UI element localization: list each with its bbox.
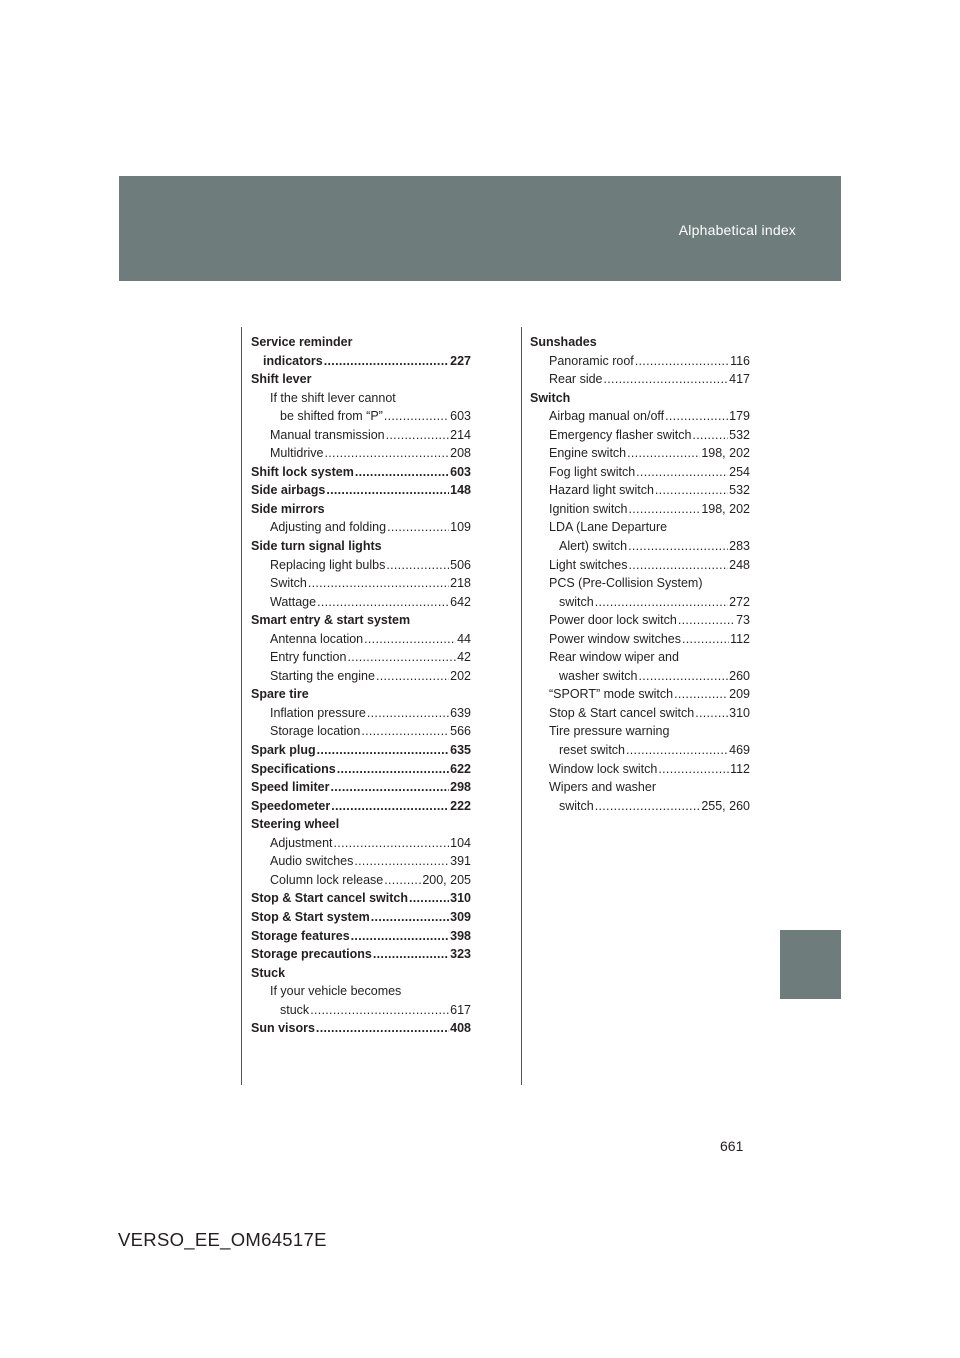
leader-dots [351,927,449,946]
entry-page-number: 112 [730,631,750,646]
leader-dots [629,500,701,519]
index-subentry [251,667,471,686]
entry-page-number: 642 [450,594,471,609]
entry-label: “SPORT” mode switch [549,687,674,702]
index-subentry [251,630,471,649]
entry-label: Rear side [549,372,603,387]
entry-page-number: 506 [450,557,471,572]
index-subentry [251,556,471,575]
index-subentry [530,611,750,630]
entry-label: indicators [263,353,323,368]
entry-label: Light switches [549,557,628,572]
index-column-right [530,333,750,815]
entry-label: Spare tire [251,687,309,702]
entry-page-number: 469 [729,743,750,758]
entry-label: Switch [270,576,307,591]
entry-label: If your vehicle becomes [270,984,402,999]
entry-label: Column lock release [270,872,384,887]
entry-page-number: 44 [457,631,471,646]
index-entry [251,797,471,816]
entry-label: Multidrive [270,446,324,461]
entry-label: Emergency flasher switch [549,427,692,442]
leader-dots [604,370,729,389]
section-title: Alphabetical index [678,222,796,238]
index-subentry [530,685,750,704]
index-subentry [251,518,471,537]
leader-dots [682,630,729,649]
entry-label: Storage precautions [251,947,372,962]
leader-dots [310,1001,449,1020]
index-subentry [251,852,471,871]
entry-page-number: 323 [450,947,471,962]
column-divider-right [521,327,522,1085]
entry-page-number: 112 [730,761,750,776]
entry-label: Service reminder [251,335,353,349]
index-subentry [530,481,750,500]
entry-label: Airbag manual on/off [549,409,665,424]
entry-label: Power window switches [549,631,681,646]
entry-label: Entry function [270,650,347,665]
index-entry [251,537,471,556]
index-subentry [251,834,471,853]
index-entry [251,889,471,908]
leader-dots [627,444,700,463]
entry-label: Spark plug [251,743,316,758]
leader-dots [629,556,729,575]
index-subentry [251,407,471,426]
entry-label: Shift lock system [251,464,354,479]
index-subentry [530,760,750,779]
index-subentry [530,593,750,612]
entry-label: reset switch [559,743,625,758]
entry-page-number: 417 [729,372,750,387]
entry-page-number: 109 [450,520,471,535]
leader-dots [665,407,728,426]
leader-dots [655,481,728,500]
entry-page-number: 209 [729,687,750,702]
entry-label: Steering wheel [251,817,340,832]
entry-label: Side mirrors [251,501,325,516]
index-subentry [530,518,750,537]
index-subentry [251,871,471,890]
entry-label: Window lock switch [549,761,658,776]
index-subentry [530,463,750,482]
leader-dots [324,352,449,371]
entry-label: Wattage [270,594,317,609]
document-code: VERSO_EE_OM64517E [118,1229,327,1250]
entry-page-number: 272 [729,594,750,609]
index-subentry [251,593,471,612]
entry-label: Hazard light switch [549,483,654,498]
entry-page-number: 73 [736,613,750,628]
index-entry [251,370,471,389]
index-subentry [530,444,750,463]
entry-label: Speed limiter [251,780,330,795]
entry-label: Engine switch [549,446,627,461]
section-tab [780,930,841,999]
entry-page-number: 248 [729,557,750,572]
index-subentry [251,389,471,408]
index-entry [251,927,471,946]
entry-label: Replacing light bulbs [270,557,386,572]
entry-label: Stop & Start system [251,909,370,924]
index-entry [251,908,471,927]
index-entry [251,685,471,704]
entry-page-number: 218 [450,576,471,591]
entry-page-number: 617 [450,1002,471,1017]
index-subentry [530,778,750,797]
index-entry [251,815,471,834]
index-subentry [530,704,750,723]
entry-label: switch [559,798,594,813]
leader-dots [317,593,449,612]
index-entry [251,945,471,964]
leader-dots [386,556,449,575]
entry-page-number: 200, 205 [422,872,471,887]
index-subentry [251,1001,471,1020]
index-subentry [530,407,750,426]
leader-dots [326,481,449,500]
index-entry [251,964,471,983]
index-entry [251,500,471,519]
leader-dots [692,426,728,445]
leader-dots [376,667,449,686]
index-entry [251,778,471,797]
entry-page-number: 198, 202 [701,501,750,516]
leader-dots [325,444,450,463]
entry-page-number: 208 [450,446,471,461]
entry-label: Wipers and washer [549,780,656,795]
entry-page-number: 310 [450,891,471,906]
entry-label: stuck [280,1002,310,1017]
entry-page-number: 214 [450,427,471,442]
entry-label: Speedometer [251,798,331,813]
index-subentry [530,630,750,649]
entry-label: Smart entry & start system [251,613,411,628]
index-entry [251,481,471,500]
entry-page-number: 639 [450,705,471,720]
leader-dots [639,667,729,686]
entry-page-number: 310 [729,705,750,720]
leader-dots [678,611,735,630]
entry-label: be shifted from “P” [280,409,383,424]
leader-dots [316,1019,449,1038]
leader-dots [384,407,449,426]
entry-page-number: 532 [729,427,750,442]
entry-label: Switch [530,390,571,405]
entry-label: Alert) switch [559,539,628,554]
entry-label: Sunshades [530,335,597,349]
entry-page-number: 42 [457,650,471,665]
index-entry [251,333,471,352]
entry-label: switch [559,594,594,609]
entry-label: Panoramic roof [549,353,634,368]
entry-label: Side airbags [251,483,326,498]
index-entry [530,389,750,408]
leader-dots [355,463,449,482]
leader-dots [595,797,701,816]
index-subentry [251,444,471,463]
entry-label: Storage features [251,928,350,943]
index-column-left [251,333,471,1038]
entry-page-number: 222 [450,798,471,813]
entry-page-number: 255, 260 [701,798,750,813]
entry-page-number: 532 [729,483,750,498]
entry-page-number: 603 [450,409,471,424]
entry-label: Fog light switch [549,464,636,479]
index-subentry [530,352,750,371]
leader-dots [371,908,449,927]
leader-dots [384,871,421,890]
entry-label: LDA (Lane Departure [549,520,668,535]
leader-dots [636,463,728,482]
entry-page-number: 227 [450,353,471,368]
leader-dots [317,741,450,760]
leader-dots [695,704,728,723]
leader-dots [337,760,449,779]
index-entry [251,352,471,371]
leader-dots [626,741,728,760]
index-subentry [530,426,750,445]
entry-page-number: 254 [729,464,750,479]
entry-label: Manual transmission [270,427,385,442]
entry-page-number: 391 [450,854,471,869]
leader-dots [367,704,449,723]
entry-page-number: 202 [450,668,471,683]
header-band [119,176,841,281]
index-entry [251,741,471,760]
entry-label: Starting the engine [270,668,375,683]
entry-label: Sun visors [251,1021,315,1036]
entry-label: PCS (Pre-Collision System) [549,576,703,591]
entry-label: Audio switches [270,854,354,869]
leader-dots [386,426,450,445]
entry-label: Stuck [251,965,286,980]
leader-dots [658,760,729,779]
index-subentry [251,648,471,667]
leader-dots [334,834,450,853]
leader-dots [595,593,728,612]
entry-label: Rear window wiper and [549,650,679,665]
leader-dots [373,945,449,964]
entry-page-number: 566 [450,724,471,739]
entry-label: Adjusting and folding [270,520,387,535]
entry-page-number: 298 [450,780,471,795]
entry-page-number: 116 [730,353,750,368]
index-subentry [251,426,471,445]
entry-label: washer switch [559,668,638,683]
entry-page-number: 148 [450,483,471,498]
entry-label: If the shift lever cannot [270,390,396,405]
index-subentry [530,537,750,556]
index-subentry [530,500,750,519]
entry-page-number: 309 [450,909,471,924]
entry-page-number: 198, 202 [701,446,750,461]
entry-label: Specifications [251,761,336,776]
entry-label: Tire pressure warning [549,724,670,739]
leader-dots [409,889,449,908]
index-entry [251,611,471,630]
index-subentry [530,797,750,816]
leader-dots [635,352,729,371]
index-entry [530,333,750,352]
index-subentry [530,741,750,760]
column-divider-left [241,327,242,1085]
index-subentry [530,556,750,575]
entry-label: Ignition switch [549,501,628,516]
leader-dots [628,537,728,556]
index-entry [251,1019,471,1038]
index-subentry [251,982,471,1001]
entry-label: Inflation pressure [270,705,366,720]
entry-page-number: 104 [450,835,471,850]
entry-page-number: 260 [729,668,750,683]
entry-page-number: 622 [450,761,471,776]
entry-label: Storage location [270,724,361,739]
index-entry [251,760,471,779]
leader-dots [347,648,456,667]
entry-label: Side turn signal lights [251,539,382,554]
entry-label: Stop & Start cancel switch [251,891,408,906]
entry-label: Shift lever [251,372,312,387]
entry-page-number: 398 [450,928,471,943]
index-subentry [530,667,750,686]
page-number: 661 [720,1138,744,1154]
leader-dots [308,574,449,593]
index-subentry [530,722,750,741]
entry-page-number: 179 [729,409,750,424]
entry-page-number: 283 [729,539,750,554]
leader-dots [354,852,449,871]
entry-label: Stop & Start cancel switch [549,705,695,720]
index-subentry [251,574,471,593]
entry-page-number: 408 [450,1021,471,1036]
entry-label: Antenna location [270,631,364,646]
leader-dots [361,722,449,741]
index-subentry [530,574,750,593]
index-subentry [530,370,750,389]
index-subentry [251,704,471,723]
index-subentry [251,722,471,741]
entry-page-number: 635 [450,743,471,758]
entry-label: Power door lock switch [549,613,677,628]
entry-page-number: 603 [450,464,471,479]
leader-dots [674,685,728,704]
leader-dots [331,778,450,797]
leader-dots [331,797,449,816]
entry-label: Adjustment [270,835,333,850]
leader-dots [387,518,449,537]
leader-dots [364,630,456,649]
index-subentry [530,648,750,667]
index-entry [251,463,471,482]
